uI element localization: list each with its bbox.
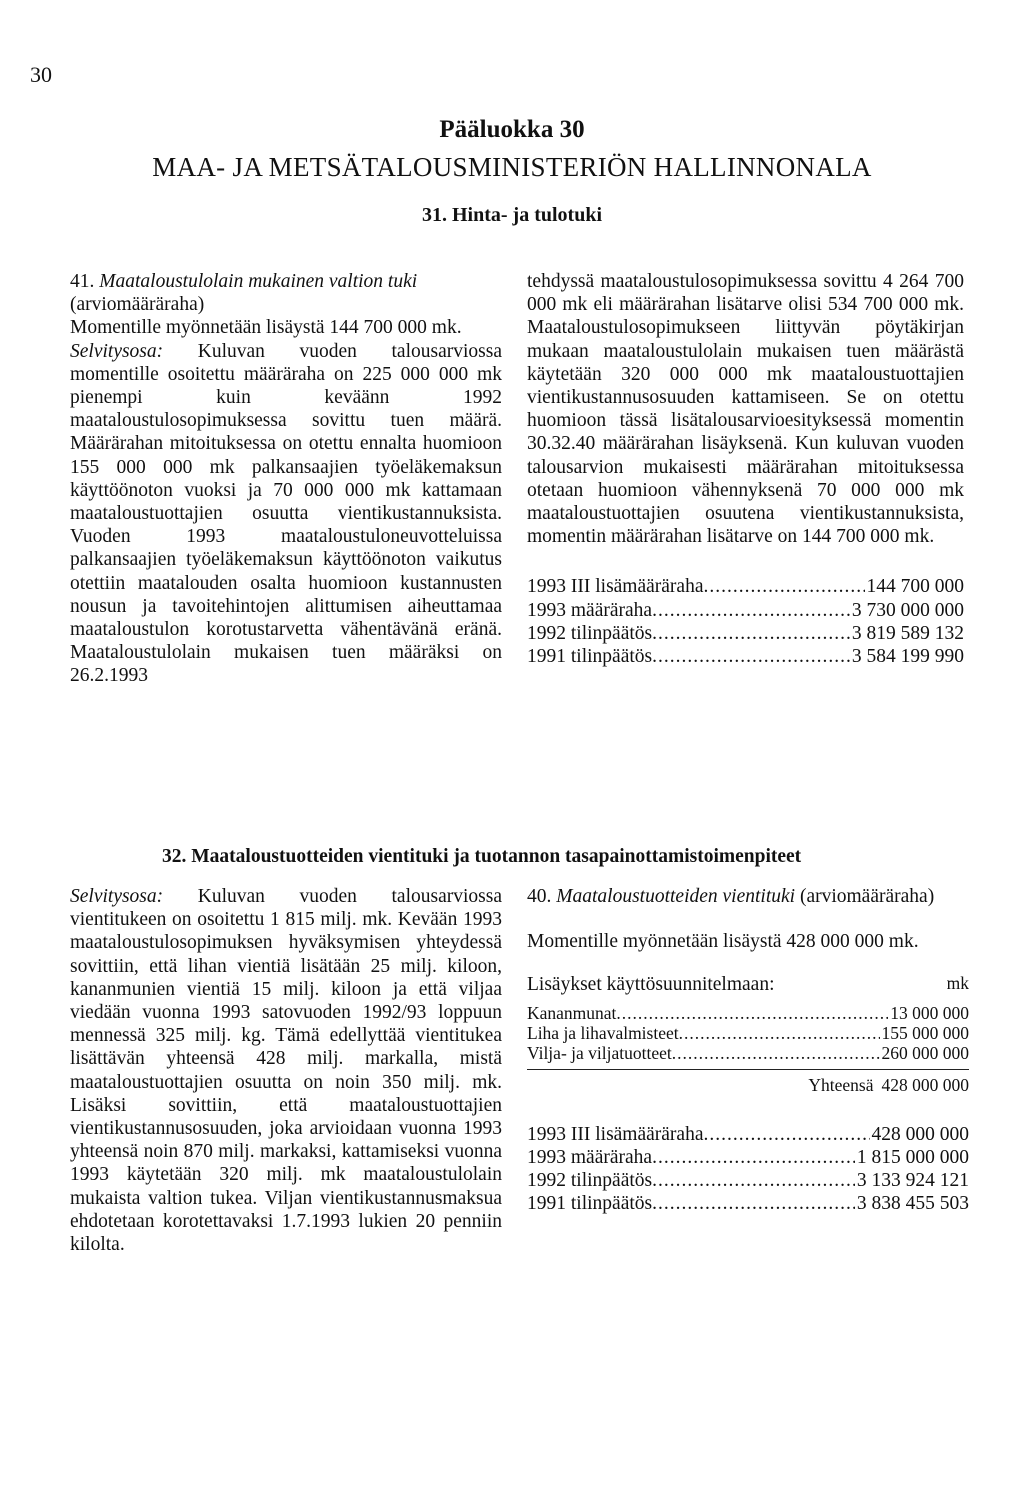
main-title: Pääluokka 30 <box>439 116 585 143</box>
ministry-heading: MAA- JA METSÄTALOUSMINISTERIÖN HALLINNONALA <box>152 152 872 182</box>
item-41-selvitysosa <box>70 340 502 688</box>
additions-header <box>527 973 969 996</box>
total-amount: 428 000 000 <box>881 1074 969 1095</box>
total-divider <box>527 1069 969 1070</box>
page-number: 30 <box>30 62 52 87</box>
selvitysosa-label: Selvitysosa: <box>70 886 164 907</box>
item-41-type: (arviomääräraha) <box>70 294 205 316</box>
section-31-heading: 31. Hinta- ja tulotuki <box>421 204 603 226</box>
budget-row: 1993 III lisämääräraha ..... 144 700 000 <box>527 575 964 598</box>
selvitysosa-text: Kuluvan vuoden talousarviossa vientitukeen on osoitettu 1 815 milj. mk. Kevään 1993 maataloustulosopimuksen hyväksymisen yhteydessä sovittiin, että lihan vientiä lisätään 25 milj. kiloon, kananmunien vientiä 15 milj. kiloon ja että viljaa viedään vuonna 1993 satovuoden 1992/93 loppuun mennessä 325 milj. kg. Tämä edellyttää vientitukea lisättävän yhteensä 428 milj. markalla, mistä maataloustuottajien osuutta on noin 350 milj. mk. Lisäksi sovittiin, että maataloustuottajien vientikustannusosuuden, joka arvioidaan vuonna 1993 yhteensä noin 870 milj. markaksi, kattamiseksi vuonna 1993 käytetään 320 milj. mk maataloustulolain mukaista valtion tukea. Viljan vientikustannusmaksua ehdotetaan korotettavaksi 1.7.1993 lukien 20 penniin kilolta. <box>70 886 502 1256</box>
item-40-momentti: Momentille myönnetään lisäystä 428 000 000 mk. <box>527 931 919 953</box>
section-32-selvitysosa <box>70 885 502 1256</box>
budget-row: 1992 tilinpäätös ..... 3 133 924 121 <box>527 1169 969 1192</box>
item-40-title-line <box>527 885 969 908</box>
addition-row: Kananmunat ..... 13 000 000 <box>527 1003 969 1023</box>
budget-row: 1993 määräraha ..... 3 730 000 000 <box>527 599 964 622</box>
item-40-title: Maataloustuotteiden vientituki <box>556 886 796 907</box>
budget-row: 1991 tilinpäätös ..... 3 838 455 503 <box>527 1192 969 1215</box>
item-41-number: 41. <box>70 271 95 292</box>
section-32-right-column <box>527 885 969 1216</box>
selvitysosa-text: Kuluvan vuoden talousarviossa momentille osoitettu määräraha on 225 000 000 mk pienempi kuin keväänn 1992 maataloustulosopimuksessa sovittu tuen määrä. Määrärahan mitoituksessa on otettu ennalta huomioon 155 000 000 mk palkansaajien työeläkemaksun käyttöönoton vuoksi ja 70 000 000 mk kattamaan maataloustuottajien osuutta vientikustannuksista. Vuoden 1993 maataloustuloneuvotteluissa palkansaajien työeläkemaksun käyttöönoton vaikutus otettiin maatalouden osalta huomioon kustannusten nousun ja tavoitehintojen alittumisen aiheuttamaa maataloustulon korotustarvetta vähentävänä eränä. Maataloustulolain mukaisen tuen määräksi on 26.2.1993 <box>70 340 502 687</box>
selvitysosa-label: Selvitysosa: <box>70 340 164 362</box>
budget-row: 1993 määräraha ..... 1 815 000 000 <box>527 1146 969 1169</box>
total-label: Yhteensä <box>808 1074 874 1095</box>
additions-label: Lisäykset käyttösuunnitelmaan: <box>527 974 775 996</box>
budget-row: 1991 tilinpäätös ..... 3 584 199 990 <box>527 645 964 668</box>
section-32-heading: 32. Maataloustuotteiden vientituki ja tuotannon tasapainottamistoimenpiteet <box>162 846 802 867</box>
additions-table <box>527 1003 969 1063</box>
item-41-title-line <box>70 270 502 293</box>
addition-row: Liha ja lihavalmisteet ..... 155 000 000 <box>527 1023 969 1043</box>
item-41-title: Maataloustulolain mukainen valtion tuki <box>99 271 418 292</box>
item-40-type: (arviomääräraha) <box>799 886 935 907</box>
budget-row: 1992 tilinpäätös ..... 3 819 589 132 <box>527 622 964 645</box>
budget-row: 1993 III lisämääräraha ..... 428 000 000 <box>527 1123 969 1146</box>
item-41-selvitysosa-continued: tehdyssä maataloustulosopimuksessa sovittu 4 264 700 000 mk eli määrärahan lisätarve olisi 534 700 000 mk. Maataloustulosopimukseen liittyvän pöytäkirjan mukaan maataloustulolain mukaisen tuen määrästä käytetään 320 000 000 mk maataloustuottajien vientikustannusosuuden kattamiseen. Se on otettu huomioon tässä lisätalousarvioesityksessä momentin 30.32.40 määrärahan lisäyksenä. Kun kuluvan vuoden talousarvion mukaisesti määrärahan mitoituksessa otetaan huomioon vähennyksenä 70 000 000 mk maataloustuottajien osuutena vientikustannuksista, momentin määrärahan lisätarve on 144 700 000 mk. <box>527 271 964 548</box>
section-31-right-column <box>527 270 964 668</box>
item-40-number: 40. <box>527 886 552 907</box>
item-41-budget-table <box>527 575 964 668</box>
item-41-momentti: Momentille myönnetään lisäystä 144 700 000 mk. <box>70 317 462 339</box>
section-32-left-column <box>70 885 502 1256</box>
additions-unit: mk <box>946 973 969 994</box>
section-31-left-column <box>70 270 502 688</box>
item-40-budget-table <box>527 1123 969 1216</box>
total-row <box>527 1074 969 1097</box>
addition-row: Vilja- ja viljatuotteet ..... 260 000 000 <box>527 1043 969 1063</box>
